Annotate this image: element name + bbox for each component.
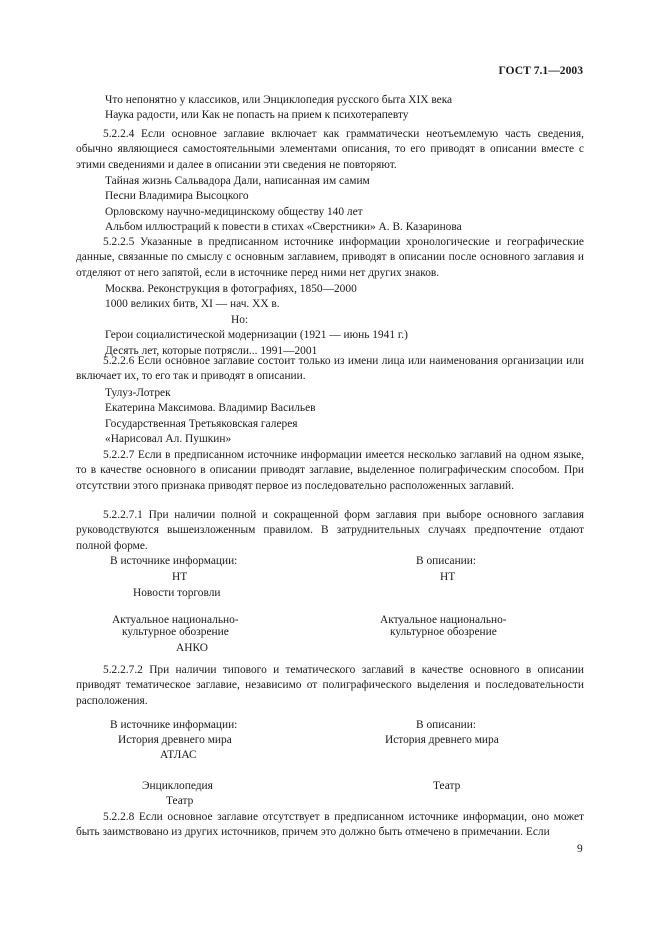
example-line: Песни Владимира Высоцкого: [105, 190, 249, 203]
table1-right-1: НТ: [440, 571, 456, 583]
table1-right-3b: культурное обозрение: [390, 626, 497, 638]
table1-right-3a: Актуальное национально-: [380, 614, 507, 626]
examples-3: [76, 282, 613, 359]
example-line: Москва. Реконструкция в фотографиях, 1850—2000: [105, 283, 357, 295]
paragraph-5-2-2-7: 5.2.2.7 Если в предписанном источнике информации имеется несколько заглавий на одном языке, то в качестве основного в описании приводят заглавие, выделенное полиграфическим способом. При отсутствии этого признака приводят первое из последовательно расположенных заглавий.: [76, 449, 584, 492]
examples-2: [76, 174, 613, 236]
page-header: ГОСТ 7.1—2003: [498, 64, 583, 77]
example-line: Орловскому научно-медицинскому обществу 140 лет: [105, 205, 363, 218]
table2-left-1: История древнего мира: [118, 734, 232, 746]
example-line: Екатерина Максимова. Владимир Васильев: [105, 402, 316, 415]
table2-right-1: История древнего мира: [385, 734, 499, 746]
example-but-label: Но:: [231, 313, 249, 326]
example-line: 1000 великих битв, XI — нач. XX в.: [105, 298, 280, 311]
table2-left-head: В источнике информации:: [110, 719, 238, 731]
examples-4: [76, 386, 613, 448]
table1-left-2: Новости торговли: [133, 587, 221, 599]
example-line: «Нарисовал Ал. Пушкин»: [105, 433, 232, 446]
paragraph-5-2-2-4: 5.2.2.4 Если основное заглавие включает как грамматически неотъемлемую часть сведения, обычно являющиеся самостоятельными элементами описания, то его приводят в описании вместе с этими сведениями и далее в описании эти сведения не повторяют.: [76, 128, 584, 171]
table1-left-4: АНКО: [176, 642, 208, 654]
table2-right-head: В описании:: [416, 719, 477, 731]
example-line: Герои социалистической модернизации (1921 — июнь 1941 г.): [105, 329, 408, 342]
paragraph-5-2-2-7-2: 5.2.2.7.2 При наличии типового и тематического заглавий в качестве основного в описании приводят тематическое заглавие, независимо от полиграфического выделения и последовательности расположения.: [76, 664, 584, 707]
table2-right-3: Театр: [433, 780, 461, 792]
page-number: 9: [577, 843, 583, 855]
example-line: Что непонятно у классиков, или Энциклопедия русского быта XIX века: [105, 94, 453, 106]
table1-left-head: В источнике информации:: [110, 555, 238, 567]
paragraph-5-2-2-7-1: 5.2.2.7.1 При наличии полной и сокращенной форм заглавия при выборе основного заглавия руководствуются вышеизложенным правилом. В затруднительных случаях предпочтение отдают полной форме.: [76, 509, 584, 552]
table2-left-4: Театр: [166, 795, 194, 807]
example-line: Альбом иллюстраций к повести в стихах «Сверстники» А. В. Казаринова: [105, 221, 462, 234]
example-line: Тайная жизнь Сальвадора Дали, написанная им самим: [105, 175, 370, 187]
table1-left-3a: Актуальное национально-: [112, 614, 239, 626]
example-line: Тулуз-Лотрек: [105, 387, 171, 399]
table1-left-1: НТ: [172, 571, 188, 583]
table1-left-3b: культурное обозрение: [122, 626, 229, 638]
table1-right-head: В описании:: [416, 555, 477, 567]
table2-left-2: АТЛАС: [160, 749, 197, 761]
example-line: Государственная Третьяковская галерея: [105, 417, 298, 430]
examples-1: [76, 93, 613, 124]
paragraph-5-2-2-8: 5.2.2.8 Если основное заглавие отсутствует в предписанном источнике информации, оно может быть заимствовано из других источников, причем это должно быть отмечено в примечании. Если: [76, 811, 584, 839]
paragraph-5-2-2-6: 5.2.2.6 Если основное заглавие состоит только из имени лица или наименования организации или включает их, то его так и приводят в описании.: [76, 355, 584, 383]
example-line: Наука радости, или Как не попасть на прием к психотерапевту: [105, 109, 409, 122]
paragraph-5-2-2-5: 5.2.2.5 Указанные в предписанном источнике информации хронологические и географические данные, связанные по смыслу с основным заглавием, приводят в описании после основного заглавия и отделяют от него запятой, если в источнике перед ними нет других знаков.: [76, 236, 584, 279]
table2-left-3: Энциклопедия: [142, 780, 213, 792]
example-line: Десять лет, которые потрясли... 1991—2001: [105, 344, 318, 357]
